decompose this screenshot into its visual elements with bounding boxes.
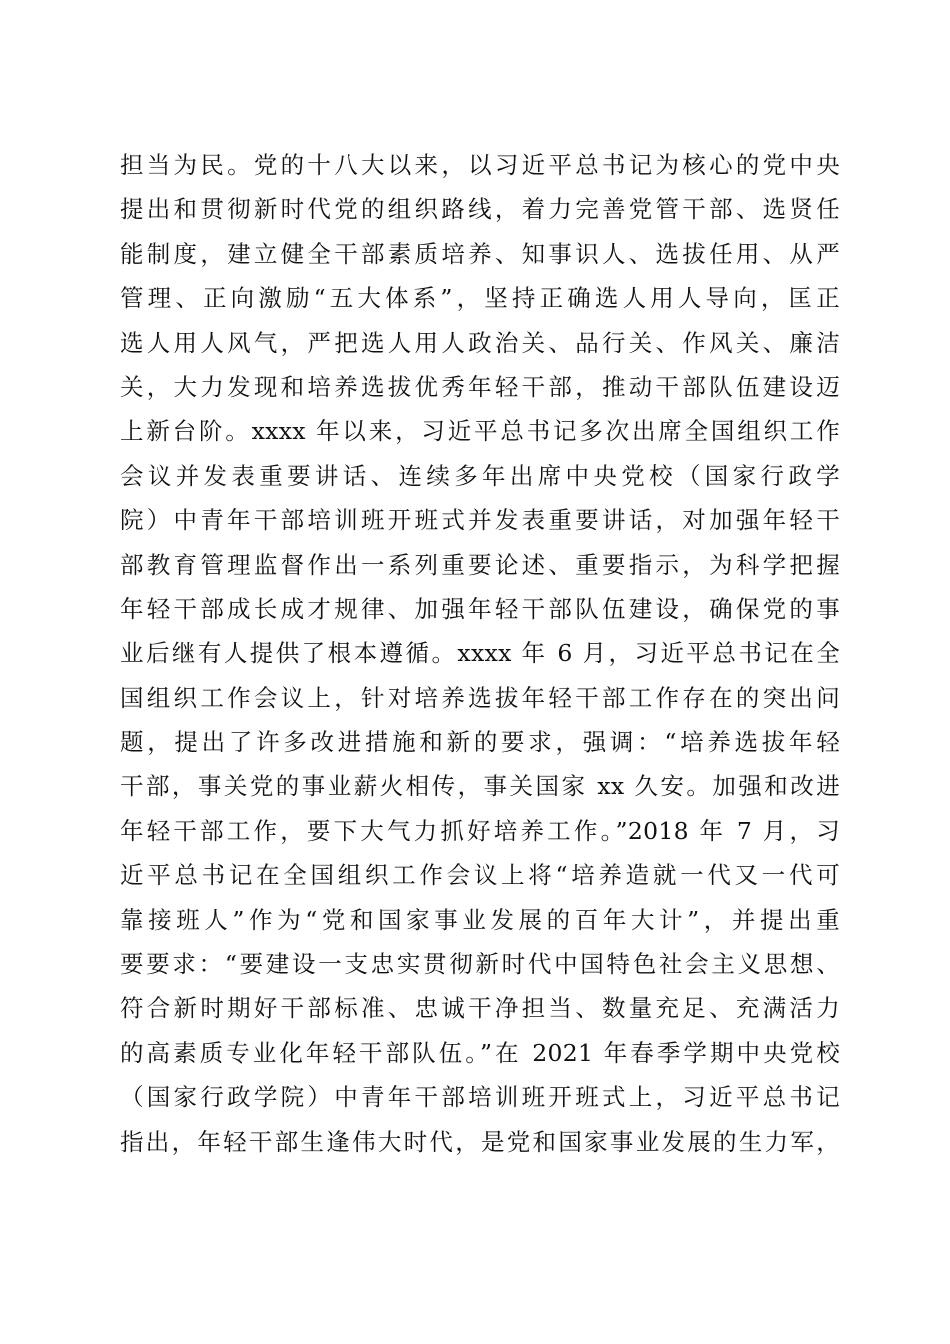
text-line: 符合新时期好干部标准、忠诚干净担当、数量充足、充满活力 xyxy=(120,994,840,1023)
text-line: 院）中青年干部培训班开班式并发表重要讲话，对加强年轻干 xyxy=(120,506,840,535)
text-line: 业后继有人提供了根本遵循。xxxx 年 6 月，习近平总书记在全 xyxy=(120,639,840,668)
text-line: 关，大力发现和培养选拔优秀年轻干部，推动干部队伍建设迈 xyxy=(120,372,840,401)
text-line: 部教育管理监督作出一系列重要论述、重要指示，为科学把握 xyxy=(120,550,840,579)
text-line: 管理、正向激励“五大体系”，坚持正确选人用人导向，匡正 xyxy=(120,284,840,313)
text-line: 指出，年轻干部生逢伟大时代，是党和国家事业发展的生力军， xyxy=(120,1127,840,1156)
text-line: 靠接班人”作为“党和国家事业发展的百年大计”，并提出重 xyxy=(120,905,840,934)
text-line: 提出和贯彻新时代党的组织路线，着力完善党管干部、选贤任 xyxy=(120,195,840,224)
body-paragraph xyxy=(120,143,840,1164)
text-line: 上新台阶。xxxx 年以来，习近平总书记多次出席全国组织工作 xyxy=(120,417,840,446)
text-line: 题，提出了许多改进措施和新的要求，强调：“培养选拔年轻 xyxy=(120,728,840,757)
text-line: 的高素质专业化年轻干部队伍。”在 2021 年春季学期中央党校 xyxy=(120,1038,840,1067)
text-line: 选人用人风气，严把选人用人政治关、品行关、作风关、廉洁 xyxy=(120,328,840,357)
text-line: 近平总书记在全国组织工作会议上将“培养造就一代又一代可 xyxy=(120,861,840,890)
text-line: 干部，事关党的事业薪火相传，事关国家 xx 久安。加强和改进 xyxy=(120,772,840,801)
text-line: 会议并发表重要讲话、连续多年出席中央党校（国家行政学 xyxy=(120,461,840,490)
text-line: 要要求：“要建设一支忠实贯彻新时代中国特色社会主义思想、 xyxy=(120,950,840,979)
text-line: （国家行政学院）中青年干部培训班开班式上，习近平总书记 xyxy=(120,1083,840,1112)
text-line: 担当为民。党的十八大以来，以习近平总书记为核心的党中央 xyxy=(120,151,840,179)
text-line: 年轻干部成长成才规律、加强年轻干部队伍建设，确保党的事 xyxy=(120,594,840,623)
text-line: 能制度，建立健全干部素质培养、知事识人、选拔任用、从严 xyxy=(120,239,840,268)
text-line: 国组织工作会议上，针对培养选拔年轻干部工作存在的突出问 xyxy=(120,683,840,712)
text-line: 年轻干部工作，要下大气力抓好培养工作。”2018 年 7 月，习 xyxy=(120,816,840,845)
